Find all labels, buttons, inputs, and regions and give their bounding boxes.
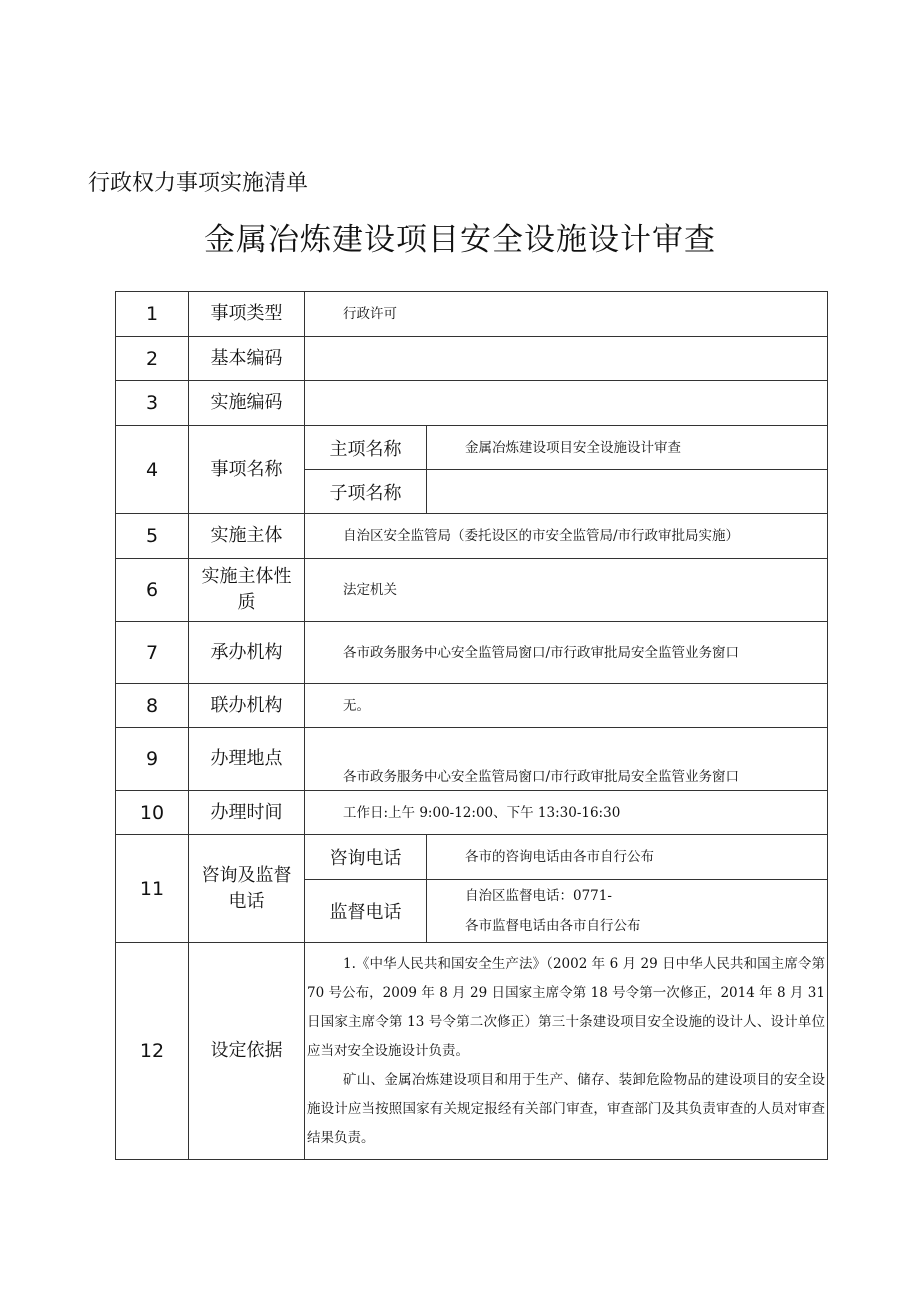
- main-item-label: 主项名称: [305, 426, 427, 470]
- row-number: 9: [116, 728, 189, 791]
- supervise-phone-cell: [427, 880, 828, 943]
- row-number: 11: [116, 835, 189, 943]
- table-row: [116, 381, 828, 426]
- row-value: [305, 381, 828, 426]
- row-value: 各市政务服务中心安全监管局窗口/市行政审批局安全监管业务窗口: [343, 644, 740, 661]
- row-label: 实施主体: [189, 514, 305, 559]
- document-title: 金属冶炼建设项目安全设施设计审查: [204, 222, 716, 258]
- row-label: 实施主体性质: [189, 559, 305, 622]
- row-value: 无。: [305, 684, 828, 728]
- row-number: 5: [116, 514, 189, 559]
- row-value-cell: [305, 622, 828, 684]
- row-number: 3: [116, 381, 189, 426]
- consult-phone-value: 各市的咨询电话由各市自行公布: [427, 835, 828, 880]
- row-value: 工作日:上午 9:00-12:00、下午 13:30-16:30: [305, 791, 828, 835]
- table-row: [116, 426, 828, 470]
- consult-phone-label: 咨询电话: [305, 835, 427, 880]
- row-number: 7: [116, 622, 189, 684]
- row-value: 自治区安全监管局（委托设区的市安全监管局/市行政审批局实施）: [305, 514, 828, 559]
- row-value: [305, 337, 828, 381]
- row-label: 咨询及监督电话: [189, 835, 305, 943]
- row-label: 事项类型: [189, 292, 305, 337]
- row-label: 办理地点: [189, 728, 305, 791]
- supervise-phone-city: 各市监督电话由各市自行公布: [465, 918, 641, 934]
- legal-basis-cell: [305, 943, 828, 1160]
- row-value: 法定机关: [305, 559, 828, 622]
- row-label: 事项名称: [189, 426, 305, 514]
- legal-basis-paragraph: 1.《中华人民共和国安全生产法》（2002 年 6 月 29 日中华人民共和国主席令第 70 号公布，2009 年 8 月 29 日国家主席令第 18 号令第一次修正，2014 年 8 月 31 日国家主席令第 13 号令第二次修正）第三十条建设项目安全设施的设计人、设计单位应当对安全设施设计负责。: [307, 955, 825, 1059]
- row-label: 联办机构: [189, 684, 305, 728]
- item-table: [115, 291, 828, 1160]
- main-item-value: 金属冶炼建设项目安全设施设计审查: [427, 426, 828, 470]
- table-row: [116, 292, 828, 337]
- document-header: 行政权力事项实施清单: [88, 171, 309, 196]
- row-number: 8: [116, 684, 189, 728]
- row-label: 办理时间: [189, 791, 305, 835]
- table-row: [116, 559, 828, 622]
- table-row: [116, 337, 828, 381]
- row-number: 1: [116, 292, 189, 337]
- supervise-phone-label: 监督电话: [305, 880, 427, 943]
- row-label: 实施编码: [189, 381, 305, 426]
- row-value: 各市政务服务中心安全监管局窗口/市行政审批局安全监管业务窗口: [305, 728, 828, 791]
- table-row: [116, 835, 828, 880]
- row-label: 承办机构: [189, 622, 305, 684]
- table-row: [116, 514, 828, 559]
- row-number: 4: [116, 426, 189, 514]
- table-row: [116, 728, 828, 791]
- row-label: 基本编码: [189, 337, 305, 381]
- sub-item-value: [427, 470, 828, 514]
- row-number: 10: [116, 791, 189, 835]
- table-row: [116, 943, 828, 1160]
- table-row: [116, 622, 828, 684]
- sub-item-label: 子项名称: [305, 470, 427, 514]
- row-number: 2: [116, 337, 189, 381]
- row-label: 设定依据: [189, 943, 305, 1160]
- table-row: [116, 791, 828, 835]
- row-number: 6: [116, 559, 189, 622]
- legal-basis-paragraph: 矿山、金属冶炼建设项目和用于生产、储存、装卸危险物品的建设项目的安全设施设计应当按照国家有关规定报经有关部门审查，审查部门及其负责审查的人员对审查结果负责。: [307, 1071, 825, 1146]
- row-value: 行政许可: [305, 292, 828, 337]
- table-row: [116, 684, 828, 728]
- row-number: 12: [116, 943, 189, 1160]
- supervise-phone-region: 自治区监督电话：0771-: [465, 888, 612, 904]
